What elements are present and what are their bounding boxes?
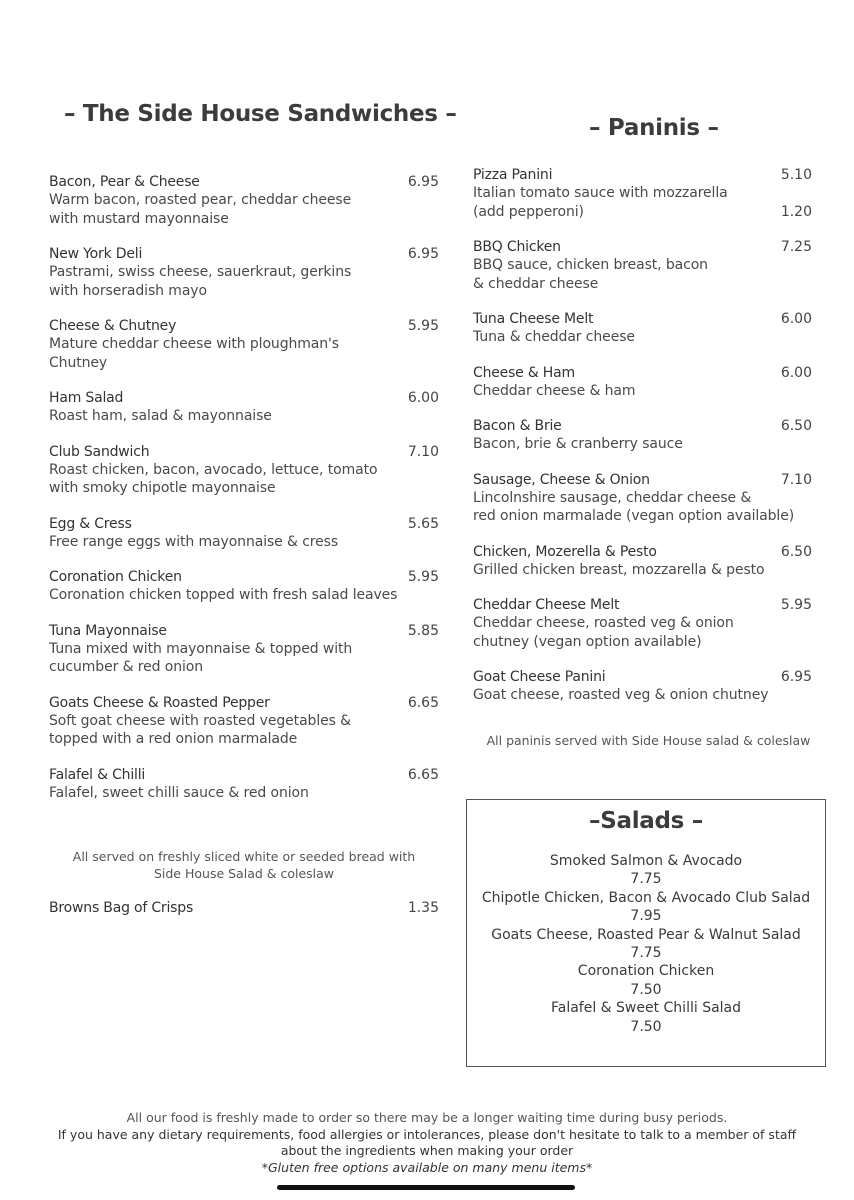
paninis-heading: – Paninis – <box>589 115 719 141</box>
menu-item-name: Goat Cheese Panini <box>473 669 606 685</box>
menu-item-description: Goat cheese, roasted veg & onion chutney <box>473 687 769 703</box>
footer <box>20 1110 834 1176</box>
menu-item-name: Egg & Cress <box>49 515 132 532</box>
menu-item-price: 6.95 <box>407 246 439 262</box>
menu-item <box>49 443 439 498</box>
menu-item-addon-price: 1.20 <box>780 203 812 220</box>
menu-item <box>473 238 812 293</box>
menu-item-description: chutney (vegan option available) <box>473 633 702 650</box>
footer-line-gluten: *Gluten free options available on many menu items* <box>261 1159 593 1175</box>
menu-item-description: with horseradish mayo <box>49 282 207 299</box>
menu-item <box>49 515 439 552</box>
salads-box <box>466 799 826 1067</box>
menu-item-description: topped with a red onion marmalade <box>49 731 298 747</box>
sandwiches-note <box>49 848 439 882</box>
home-indicator[interactable] <box>277 1185 575 1190</box>
menu-item-price: 6.65 <box>407 694 439 711</box>
menu-item-description: Soft goat cheese with roasted vegetables & <box>49 712 351 729</box>
menu-item <box>473 364 812 401</box>
menu-item-name: New York Deli <box>49 246 143 262</box>
footer-line-ingredients: about the ingredients when making your order <box>280 1143 574 1158</box>
salads-list <box>467 852 825 1036</box>
menu-item-description: with mustard mayonnaise <box>49 210 229 227</box>
menu-item-description: BBQ sauce, chicken breast, bacon <box>473 257 708 273</box>
paninis-note: All paninis served with Side House salad & coleslaw <box>486 733 811 748</box>
menu-item-description: with smoky chipotle mayonnaise <box>49 480 276 496</box>
menu-item-price: 6.95 <box>780 669 812 685</box>
menu-item-description: Grilled chicken breast, mozzarella & pesto <box>473 561 765 578</box>
footer-line-wait: All our food is freshly made to order so there may be a longer waiting time during busy periods. <box>126 1110 728 1125</box>
salad-name: Coronation Chicken <box>577 963 715 980</box>
menu-item <box>49 245 439 300</box>
menu-item <box>473 471 812 526</box>
menu-item <box>49 173 439 228</box>
menu-item-name: Pizza Panini <box>473 167 553 183</box>
menu-item-price: 6.00 <box>780 364 812 381</box>
menu-item-description: Free range eggs with mayonnaise & cress <box>49 533 339 550</box>
salad-name: Chipotle Chicken, Bacon & Avocado Club Salad <box>481 889 811 906</box>
menu-item-description: red onion marmalade (vegan option available) <box>473 508 795 524</box>
menu-item-description: Mature cheddar cheese with ploughman's <box>49 336 339 352</box>
salad-name: Falafel & Sweet Chilli Salad <box>550 1000 742 1017</box>
menu-item-name: Coronation Chicken <box>49 569 182 585</box>
menu-item-name: Cheese & Chutney <box>49 318 177 334</box>
salad-price: 7.50 <box>630 1018 662 1035</box>
menu-item-description: Italian tomato sauce with mozzarella <box>473 185 728 201</box>
menu-item-name: Tuna Mayonnaise <box>49 622 167 639</box>
menu-item <box>49 766 439 803</box>
menu-item-name: Cheese & Ham <box>473 364 575 381</box>
menu-item-name: Tuna Cheese Melt <box>473 311 594 327</box>
menu-item-description: Cheddar cheese, roasted veg & onion <box>473 615 734 631</box>
menu-item-description: Coronation chicken topped with fresh salad leaves <box>49 587 398 603</box>
menu-item-description: Pastrami, swiss cheese, sauerkraut, gerkins <box>49 264 352 280</box>
menu-item <box>473 310 812 347</box>
menu-item-price: 5.95 <box>780 597 812 613</box>
menu-item <box>473 668 812 705</box>
menu-item-description: (add pepperoni) <box>473 203 584 220</box>
salad-name: Goats Cheese, Roasted Pear & Walnut Salad <box>491 926 801 943</box>
menu-item-price: 5.10 <box>780 167 812 183</box>
extra-item <box>49 899 439 917</box>
menu-item-price: 7.10 <box>407 443 439 460</box>
menu-item <box>49 622 439 677</box>
salad-price: 7.75 <box>630 945 662 962</box>
menu-item-price: 7.10 <box>780 471 812 488</box>
menu-item <box>49 568 439 605</box>
menu-item-description: Warm bacon, roasted pear, cheddar cheese <box>49 192 352 208</box>
salad-price: 7.95 <box>630 908 662 925</box>
sandwiches-note-line: Side House Salad & coleslaw <box>153 866 335 881</box>
menu-item-description: Falafel, sweet chilli sauce & red onion <box>49 784 309 801</box>
menu-item <box>473 417 812 454</box>
menu-item-price: 6.50 <box>780 418 812 434</box>
sandwiches-list <box>49 173 439 819</box>
menu-item-name: Club Sandwich <box>49 443 150 460</box>
menu-item-price: 6.65 <box>407 766 439 783</box>
menu-item-name: Bacon & Brie <box>473 418 562 434</box>
paninis-list <box>473 166 812 722</box>
menu-item-name: Chicken, Mozerella & Pesto <box>473 543 657 560</box>
menu-item-description: Roast chicken, bacon, avocado, lettuce, tomato <box>49 461 378 478</box>
footer-line-allergy: If you have any dietary requirements, food allergies or intolerances, please don't hesitate to talk to a member of staff <box>57 1126 797 1142</box>
menu-item-price: 5.95 <box>407 569 439 585</box>
salads-heading: –Salads – <box>589 808 703 834</box>
menu-item-description: Lincolnshire sausage, cheddar cheese & <box>473 489 752 506</box>
menu-item-description: Tuna & cheddar cheese <box>473 329 635 345</box>
menu-item <box>49 694 439 749</box>
menu-item <box>49 389 439 426</box>
menu-item-price: 6.00 <box>780 311 812 327</box>
menu-item-description: Tuna mixed with mayonnaise & topped with <box>49 640 353 657</box>
menu-item <box>473 543 812 580</box>
menu-item-price: 5.85 <box>407 622 439 639</box>
menu-item-name: Falafel & Chilli <box>49 766 146 783</box>
menu-item <box>473 596 812 651</box>
menu-item-description: Bacon, brie & cranberry sauce <box>473 436 683 452</box>
extra-item-price: 1.35 <box>407 900 439 916</box>
menu-item-description: cucumber & red onion <box>49 659 204 675</box>
extra-item-name: Browns Bag of Crisps <box>49 900 194 916</box>
menu-item-price: 6.50 <box>780 543 812 560</box>
menu-item <box>473 166 812 221</box>
menu-item-name: Goats Cheese & Roasted Pepper <box>49 694 270 711</box>
menu-item-description: Cheddar cheese & ham <box>473 382 636 399</box>
salad-price: 7.75 <box>630 871 662 888</box>
menu-item-price: 5.65 <box>407 515 439 532</box>
menu-item-name: Cheddar Cheese Melt <box>473 597 620 613</box>
menu-item-price: 5.95 <box>407 318 439 334</box>
menu-item-name: Bacon, Pear & Cheese <box>49 174 200 190</box>
menu-item-description: Roast ham, salad & mayonnaise <box>49 408 272 424</box>
salad-price: 7.50 <box>630 981 662 998</box>
menu-item <box>49 317 439 372</box>
menu-item-description: Chutney <box>49 354 108 371</box>
sandwiches-note-line: All served on freshly sliced white or seeded bread with <box>72 849 416 864</box>
menu-item-price: 7.25 <box>780 239 812 255</box>
menu-item-price: 6.00 <box>407 390 439 406</box>
sandwiches-heading: – The Side House Sandwiches – <box>64 101 457 127</box>
menu-item-name: BBQ Chicken <box>473 239 561 255</box>
menu-item-name: Sausage, Cheese & Onion <box>473 471 650 488</box>
menu-item-name: Ham Salad <box>49 390 124 406</box>
menu-item-price: 6.95 <box>407 174 439 190</box>
menu-item-description: & cheddar cheese <box>473 275 599 292</box>
salad-name: Smoked Salmon & Avocado <box>549 853 743 869</box>
